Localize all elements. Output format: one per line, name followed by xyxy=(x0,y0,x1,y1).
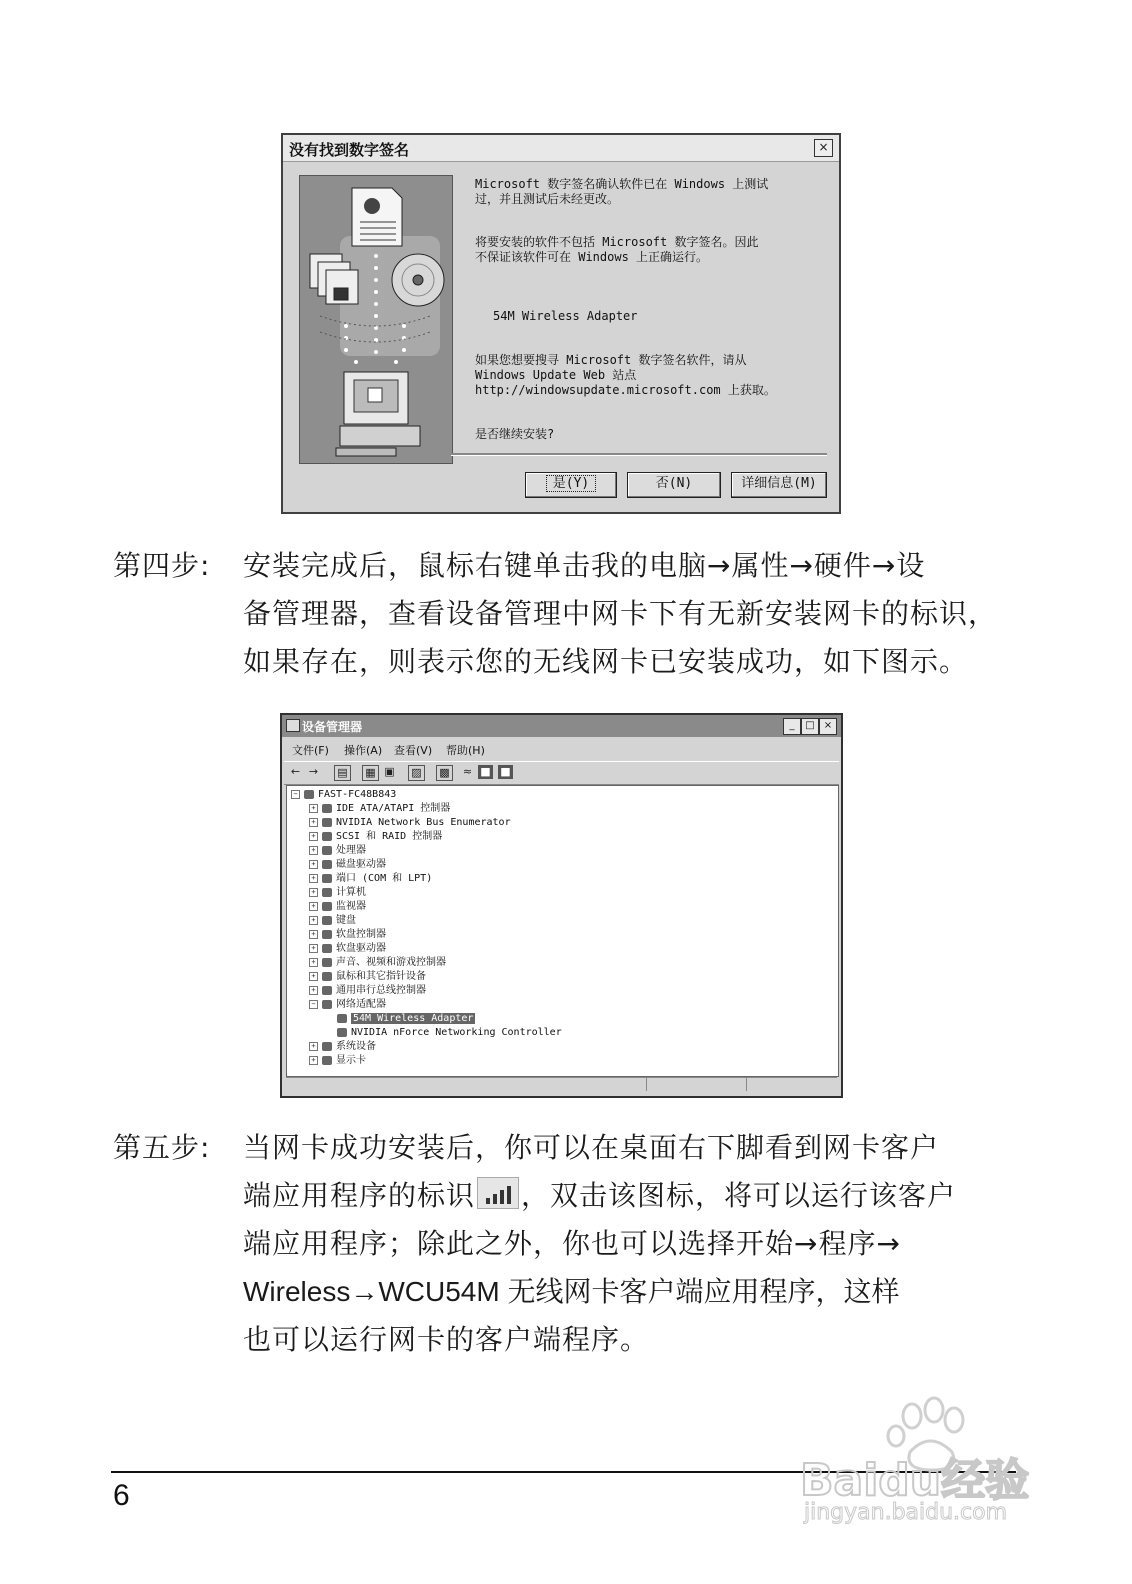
step5-line4: Wireless→WCU54M 无线网卡客户端应用程序，这样 xyxy=(243,1276,900,1307)
tree-item-label: 磁盘驱动器 xyxy=(336,859,386,870)
status-divider xyxy=(646,1078,647,1091)
signature-illustration xyxy=(299,175,453,464)
window-titlebar xyxy=(282,715,841,737)
tree-item-label: 网络适配器 xyxy=(336,999,386,1010)
yes-button[interactable] xyxy=(525,472,617,498)
dialog-title: 没有找到数字签名 xyxy=(289,141,410,159)
tree-item[interactable] xyxy=(309,984,426,997)
yes-button-label: 是(Y) xyxy=(546,475,596,492)
step4-line1: 安装完成后，鼠标右键单击我的电脑→属性→硬件→设 xyxy=(243,549,926,582)
display-adapter-icon xyxy=(322,1056,332,1065)
tree-root[interactable] xyxy=(291,788,396,801)
computer-icon xyxy=(322,888,332,897)
disk-drive-icon xyxy=(322,860,332,869)
illustration-graphic xyxy=(300,176,452,463)
tree-item-label: 软盘控制器 xyxy=(336,929,386,940)
step5-line2-before: 端应用程序的标识 xyxy=(243,1179,476,1212)
tree-item-network[interactable] xyxy=(309,998,386,1011)
help-icon[interactable]: ▨ xyxy=(408,765,425,781)
tree-view-icon[interactable]: ▤ xyxy=(334,765,351,781)
disable-device-icon[interactable]: ■ xyxy=(478,765,493,779)
continue-question: 是否继续安装? xyxy=(475,427,555,441)
sound-icon xyxy=(322,958,332,967)
tree-item-label: 软盘驱动器 xyxy=(336,943,386,954)
step5-text xyxy=(243,1124,1013,1364)
tree-item-label: 显示卡 xyxy=(336,1055,366,1066)
msg3-line3: http://windowsupdate.microsoft.com 上获取。 xyxy=(475,383,776,397)
expand-icon[interactable]: + xyxy=(309,818,318,827)
menu-help[interactable]: 帮助(H) xyxy=(446,744,485,757)
menu-file[interactable]: 文件(F) xyxy=(292,744,329,757)
step5-line1: 当网卡成功安装后，你可以在桌面右下脚看到网卡客户 xyxy=(243,1131,940,1164)
no-button[interactable]: 否(N) xyxy=(627,472,721,498)
tree-item[interactable] xyxy=(309,956,446,969)
expand-icon[interactable]: + xyxy=(309,916,318,925)
close-button[interactable]: × xyxy=(819,718,837,735)
step5-line2 xyxy=(243,1172,1013,1220)
tree-child-nforce[interactable] xyxy=(337,1026,562,1039)
tree-item-label: 声音、视频和游戏控制器 xyxy=(336,957,446,968)
port-icon xyxy=(322,874,332,883)
tree-item-label: 通用串行总线控制器 xyxy=(336,985,426,996)
tree-item[interactable] xyxy=(309,816,511,829)
expand-icon[interactable]: + xyxy=(309,1042,318,1051)
device-manager-icon xyxy=(286,719,300,732)
monitor-icon xyxy=(322,902,332,911)
menu-action[interactable]: 操作(A) xyxy=(344,744,383,757)
expand-icon[interactable]: + xyxy=(309,944,318,953)
root-label: FAST-FC48B843 xyxy=(318,789,397,800)
processor-icon xyxy=(322,846,332,855)
tree-item[interactable] xyxy=(309,1054,366,1067)
expand-icon[interactable]: + xyxy=(309,832,318,841)
tree-item[interactable] xyxy=(309,844,366,857)
tree-item[interactable] xyxy=(309,900,366,913)
msg1-line1: Microsoft 数字签名确认软件已在 Windows 上测试 xyxy=(475,177,769,191)
tree-item-label: 鼠标和其它指针设备 xyxy=(336,971,426,982)
device-tree xyxy=(286,785,839,1077)
tree-item[interactable] xyxy=(309,970,426,983)
msg-signature-info xyxy=(475,177,768,207)
expand-icon[interactable]: + xyxy=(309,1056,318,1065)
expand-icon[interactable]: + xyxy=(309,972,318,981)
minimize-button[interactable]: _ xyxy=(783,718,801,735)
floppy-controller-icon xyxy=(322,930,332,939)
watermark-url: jingyan.baidu.com xyxy=(804,1500,1008,1525)
network-card-icon xyxy=(337,1014,347,1023)
expand-icon[interactable]: + xyxy=(309,860,318,869)
msg2-line2: 不保证该软件可在 Windows 上正确运行。 xyxy=(475,250,709,264)
msg3-line1: 如果您想要搜寻 Microsoft 数字签名软件，请从 xyxy=(475,353,747,367)
msg-update-info xyxy=(475,353,776,398)
tree-item-label: 监视器 xyxy=(336,901,366,912)
tree-child-label: NVIDIA nForce Networking Controller xyxy=(351,1027,562,1038)
msg2-line1: 将要安装的软件不包括 Microsoft 数字签名。因此 xyxy=(475,235,759,249)
tree-item[interactable] xyxy=(309,1040,376,1053)
tree-item[interactable] xyxy=(309,858,386,871)
tree-item[interactable] xyxy=(309,872,432,885)
step4-label: 第四步: xyxy=(113,549,211,582)
expand-icon[interactable]: + xyxy=(309,902,318,911)
keyboard-icon xyxy=(322,916,332,925)
unsigned-driver-dialog xyxy=(281,133,841,514)
device-manager-window xyxy=(280,713,843,1098)
toolbar xyxy=(284,761,839,785)
step5-line3: 端应用程序；除此之外，你也可以选择开始→程序→ xyxy=(243,1227,901,1260)
usb-icon xyxy=(322,986,332,995)
baidu-watermark xyxy=(800,1392,1055,1532)
update-driver-icon[interactable]: ≈ xyxy=(462,765,473,778)
status-divider xyxy=(746,1078,747,1091)
scan-hardware-icon[interactable]: ▩ xyxy=(436,765,453,781)
tree-item[interactable] xyxy=(309,928,386,941)
computer-icon xyxy=(336,372,420,456)
dialog-titlebar xyxy=(283,135,839,162)
dialog-separator xyxy=(451,453,827,456)
step5-line2-after: ，双击该图标，将可以运行该客户 xyxy=(521,1179,957,1212)
document-icon xyxy=(352,188,402,246)
ide-controller-icon xyxy=(322,804,332,813)
tree-item-label: IDE ATA/ATAPI 控制器 xyxy=(336,803,451,814)
tree-item[interactable] xyxy=(309,802,450,815)
collapse-icon[interactable]: − xyxy=(291,790,300,799)
tree-item-label: 处理器 xyxy=(336,845,366,856)
network-card-icon xyxy=(337,1028,347,1037)
tree-child-wireless[interactable] xyxy=(337,1012,475,1025)
expand-icon[interactable]: + xyxy=(309,958,318,967)
floppy-drive-icon xyxy=(322,944,332,953)
bus-enumerator-icon xyxy=(322,818,332,827)
step5-line5: 也可以运行网卡的客户端程序。 xyxy=(243,1323,650,1356)
tree-item[interactable] xyxy=(309,914,356,927)
watermark-brand: Baidu经验 xyxy=(800,1455,1030,1506)
signal-strength-icon xyxy=(477,1177,519,1209)
window-title: 设备管理器 xyxy=(302,720,363,734)
cd-icon xyxy=(392,254,444,306)
close-button[interactable]: × xyxy=(814,139,833,157)
uninstall-device-icon[interactable]: ■ xyxy=(498,765,513,779)
back-arrow-icon[interactable]: ← xyxy=(290,765,301,778)
details-button[interactable]: 详细信息(M) xyxy=(731,472,827,498)
scsi-controller-icon xyxy=(322,832,332,841)
expand-icon[interactable]: + xyxy=(309,874,318,883)
computer-icon xyxy=(304,790,314,799)
tree-item-label: SCSI 和 RAID 控制器 xyxy=(336,831,443,842)
collapse-icon[interactable]: − xyxy=(309,1000,318,1009)
step4-line3: 如果存在，则表示您的无线网卡已安装成功，如下图示。 xyxy=(243,645,969,678)
tree-item-label: NVIDIA Network Bus Enumerator xyxy=(336,817,511,828)
tree-item[interactable] xyxy=(309,886,366,899)
system-device-icon xyxy=(322,1042,332,1051)
expand-icon[interactable]: + xyxy=(309,986,318,995)
expand-icon[interactable]: + xyxy=(309,804,318,813)
expand-icon[interactable]: + xyxy=(309,930,318,939)
page-number: 6 xyxy=(113,1479,130,1512)
step5-label: 第五步: xyxy=(113,1131,211,1164)
msg-warning xyxy=(475,235,758,265)
step4-line2: 备管理器，查看设备管理中网卡下有无新安装网卡的标识， xyxy=(243,597,998,630)
mouse-icon xyxy=(322,972,332,981)
tree-child-label: 54M Wireless Adapter xyxy=(353,1013,474,1024)
expand-icon[interactable]: + xyxy=(309,846,318,855)
forward-arrow-icon[interactable]: → xyxy=(308,765,319,778)
print-icon[interactable]: ▣ xyxy=(384,765,395,778)
tree-item[interactable] xyxy=(309,830,442,843)
device-name: 54M Wireless Adapter xyxy=(493,309,638,323)
tree-item-label: 端口 (COM 和 LPT) xyxy=(336,873,433,884)
menu-view[interactable]: 查看(V) xyxy=(394,744,433,757)
tree-item-label: 系统设备 xyxy=(336,1041,376,1052)
expand-icon[interactable]: + xyxy=(309,888,318,897)
maximize-button[interactable]: □ xyxy=(801,718,819,735)
tree-item[interactable] xyxy=(309,942,386,955)
step4-text xyxy=(243,542,1013,686)
msg3-line2: Windows Update Web 站点 xyxy=(475,368,637,382)
tree-item-label: 计算机 xyxy=(336,887,366,898)
network-adapter-icon xyxy=(322,1000,332,1009)
msg1-line2: 过，并且测试后未经更改。 xyxy=(475,192,620,206)
properties-icon[interactable]: ▦ xyxy=(362,765,379,781)
status-bar xyxy=(286,1077,837,1092)
menu-bar xyxy=(282,739,841,759)
tree-item-label: 键盘 xyxy=(336,915,356,926)
